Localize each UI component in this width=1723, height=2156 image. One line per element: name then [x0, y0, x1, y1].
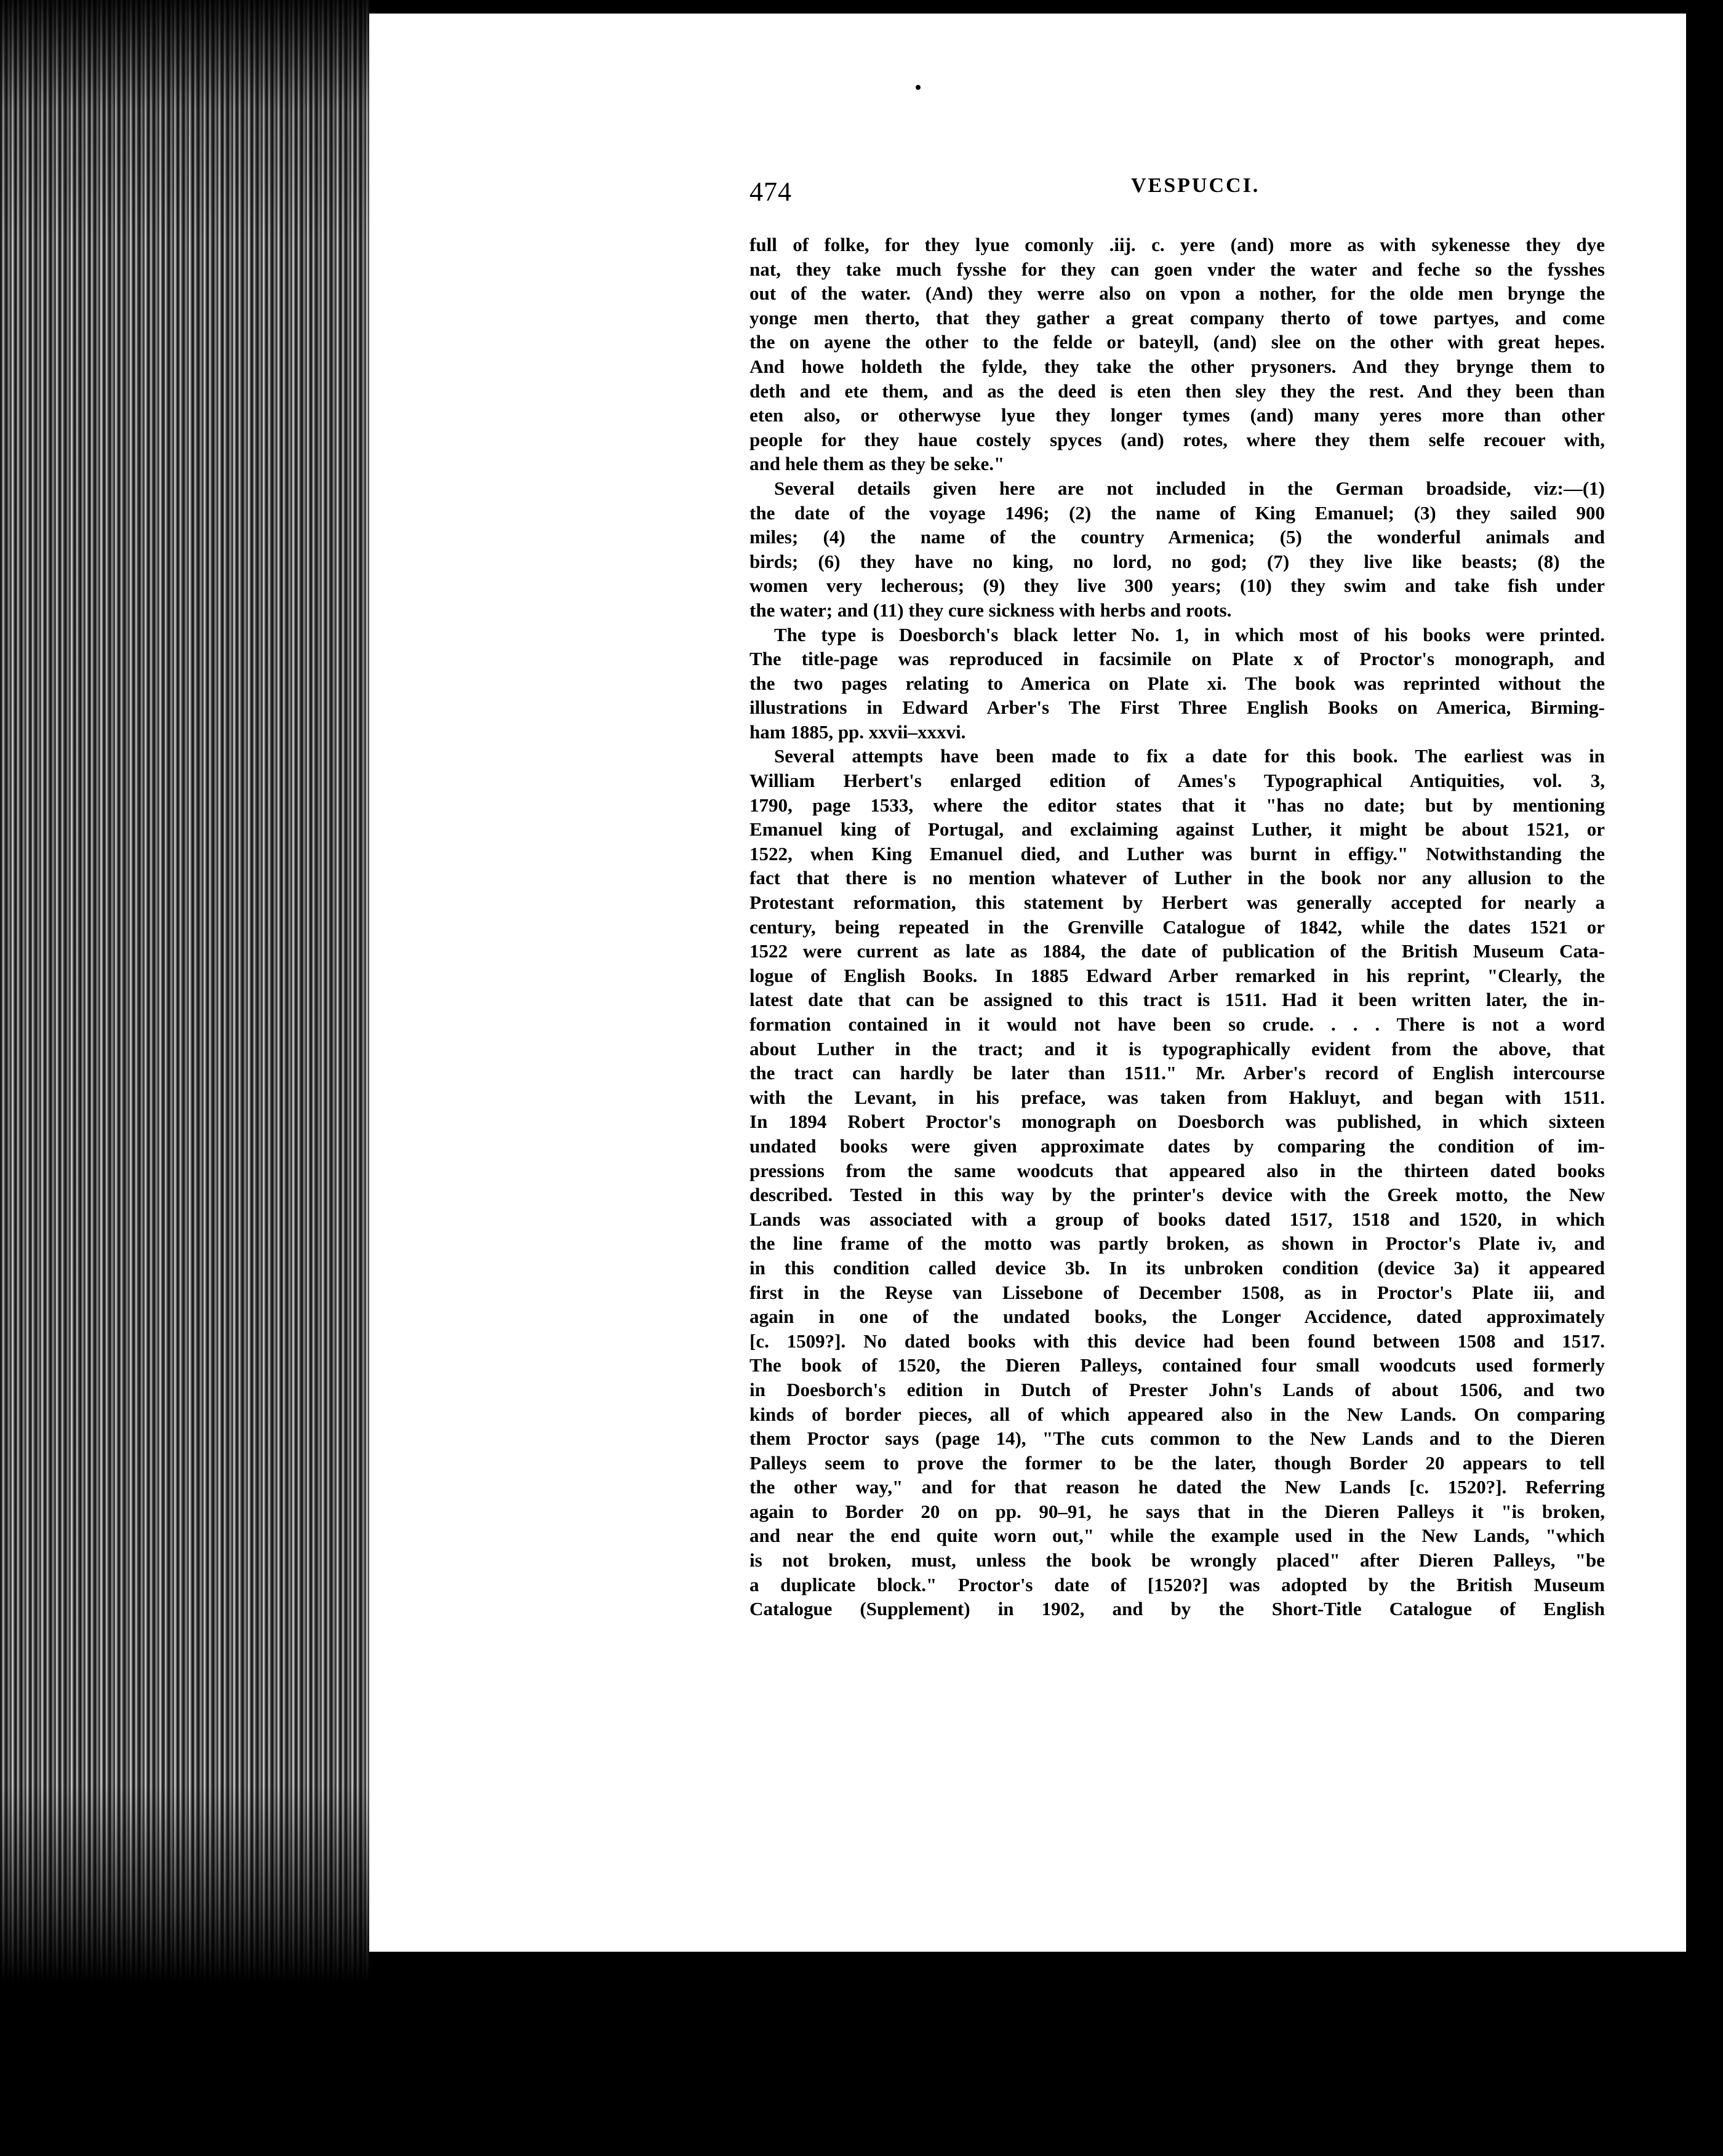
text-line: miles; (4) the name of the country Armenica; (5) the wonderful animals and [750, 526, 1605, 548]
text-line: In 1894 Robert Proctor's monograph on Doesborch was published, in which sixteen [750, 1111, 1605, 1133]
text-line: the water; and (11) they cure sickness with herbs and roots. [750, 599, 1232, 621]
text-line: and near the end quite worn out," while the example used in the New Lands, "which [750, 1525, 1605, 1547]
text-line: Several details given here are not included in the German broadside, viz:—(1) [774, 477, 1605, 499]
text-line: eten also, or otherwyse lyue they longer tymes (and) many yeres more than other [750, 404, 1605, 426]
right-margin-shadow [1686, 0, 1723, 2156]
text-line: first in the Reyse van Lissebone of December 1508, as in Proctor's Plate iii, and [750, 1281, 1605, 1303]
text-line: undated books were given approximate dates by comparing the condition of im- [750, 1135, 1605, 1157]
text-line: the on ayene the other to the felde or bateyll, (and) slee on the other with great hepes. [750, 331, 1605, 353]
text-line: kinds of border pieces, all of which appeared also in the New Lands. On comparing [750, 1403, 1605, 1425]
text-line: Palleys seem to prove the former to be the later, though Border 20 appears to tell [750, 1451, 1605, 1474]
text-line: The title-page was reproduced in facsimile on Plate x of Proctor's monograph, and [750, 648, 1605, 670]
text-line: is not broken, must, unless the book be wrongly placed" after Dieren Palleys, "be [750, 1549, 1605, 1571]
text-line: Several attempts have been made to fix a date for this book. The earliest was in [774, 745, 1605, 767]
body-text [750, 233, 1605, 1621]
text-line: 1790, page 1533, where the editor states that it "has no date; but by mentioning [750, 794, 1605, 816]
text-line: 1522, when King Emanuel died, and Luther was burnt in effigy." Notwithstanding the [750, 842, 1605, 864]
text-line: the tract can hardly be later than 1511." Mr. Arber's record of English intercourse [750, 1062, 1605, 1084]
text-line: logue of English Books. In 1885 Edward Arber remarked in his reprint, "Clearly, the [750, 964, 1605, 986]
text-line: formation contained in it would not have been so crude. . . . There is not a word [750, 1013, 1605, 1035]
text-line: And howe holdeth the fylde, they take the other prysoners. And they brynge them to [750, 355, 1605, 377]
text-line: illustrations in Edward Arber's The First Three English Books on America, Birming- [750, 697, 1605, 719]
text-line: birds; (6) they have no king, no lord, no god; (7) they live like beasts; (8) the [750, 550, 1605, 572]
text-line: and hele them as they be seke." [750, 453, 1005, 475]
text-line: women very lecherous; (9) they live 300 years; (10) they swim and take fish under [750, 575, 1605, 597]
text-line: fact that there is no mention whatever of Luther in the book nor any allusion to the [750, 867, 1605, 889]
text-line: them Proctor says (page 14), "The cuts common to the New Lands and to the Dieren [750, 1427, 1605, 1450]
text-line: with the Levant, in his preface, was taken from Hakluyt, and began with 1511. [750, 1086, 1605, 1108]
text-line: yonge men therto, that they gather a great company therto of towe partyes, and come [750, 306, 1605, 329]
running-head: VESPUCCI. [1131, 174, 1260, 197]
text-line: William Herbert's enlarged edition of Ames's Typographical Antiquities, vol. 3, [750, 770, 1605, 792]
text-line: latest date that can be assigned to this tract is 1511. Had it been written later, the in- [750, 989, 1605, 1011]
text-line: the two pages relating to America on Plate xi. The book was reprinted without the [750, 672, 1605, 694]
text-line: nat, they take much fysshe for they can goen vnder the water and feche so the fysshes [750, 258, 1605, 280]
page-number: 474 [750, 177, 792, 207]
text-line: The book of 1520, the Dieren Palleys, contained four small woodcuts used formerly [750, 1354, 1605, 1376]
page-edge-stack [0, 0, 369, 2156]
text-line: ham 1885, pp. xxvii–xxxvi. [750, 721, 966, 743]
text-line: about Luther in the tract; and it is typographically evident from the above, that [750, 1037, 1605, 1060]
text-line: in this condition called device 3b. In its unbroken condition (device 3a) it appeared [750, 1256, 1605, 1279]
text-line: people for they haue costely spyces (and) rotes, where they them selfe recouer with, [750, 428, 1605, 450]
text-line: a duplicate block." Proctor's date of [1520?] was adopted by the British Museum [750, 1573, 1605, 1595]
text-line: full of folke, for they lyue comonly .iij. c. yere (and) more as with sykenesse they dye [750, 234, 1605, 255]
text-line: The type is Doesborch's black letter No. 1, in which most of his books were printed. [774, 623, 1605, 645]
text-line: described. Tested in this way by the printer's device with the Greek motto, the New [750, 1184, 1605, 1206]
text-line: again in one of the undated books, the Longer Accidence, dated approximately [750, 1306, 1605, 1328]
text-line: [c. 1509?]. No dated books with this device had been found between 1508 and 1517. [750, 1330, 1605, 1352]
text-line: Protestant reformation, this statement by Herbert was generally accepted for nearly a [750, 892, 1605, 914]
text-line: Emanuel king of Portugal, and exclaiming against Luther, it might be about 1521, or [750, 818, 1605, 840]
text-line: Lands was associated with a group of books dated 1517, 1518 and 1520, in which [750, 1208, 1605, 1230]
text-line: the date of the voyage 1496; (2) the name of King Emanuel; (3) they sailed 900 [750, 501, 1605, 524]
text-line: 1522 were current as late as 1884, the date of publication of the British Museum Cata- [750, 940, 1605, 962]
text-line: the line frame of the motto was partly broken, as shown in Proctor's Plate iv, and [750, 1232, 1605, 1255]
text-line: out of the water. (And) they werre also on vpon a nother, for the olde men brynge the [750, 282, 1605, 305]
text-line: again to Border 20 on pp. 90–91, he says that in the Dieren Palleys it "is broken, [750, 1500, 1605, 1522]
text-line: century, being repeated in the Grenville Catalogue of 1842, while the dates 1521 or [750, 916, 1605, 938]
text-line: in Doesborch's edition in Dutch of Prester John's Lands of about 1506, and two [750, 1378, 1605, 1400]
text-line: pressions from the same woodcuts that appeared also in the thirteen dated books [750, 1159, 1605, 1181]
text-line: Catalogue (Supplement) in 1902, and by the Short-Title Catalogue of English [750, 1598, 1605, 1620]
ink-speck [916, 85, 921, 90]
text-line: deth and ete them, and as the deed is eten then sley they the rest. And they been than [750, 380, 1605, 402]
text-line: the other way," and for that reason he dated the New Lands [c. 1520?]. Referring [750, 1476, 1605, 1498]
